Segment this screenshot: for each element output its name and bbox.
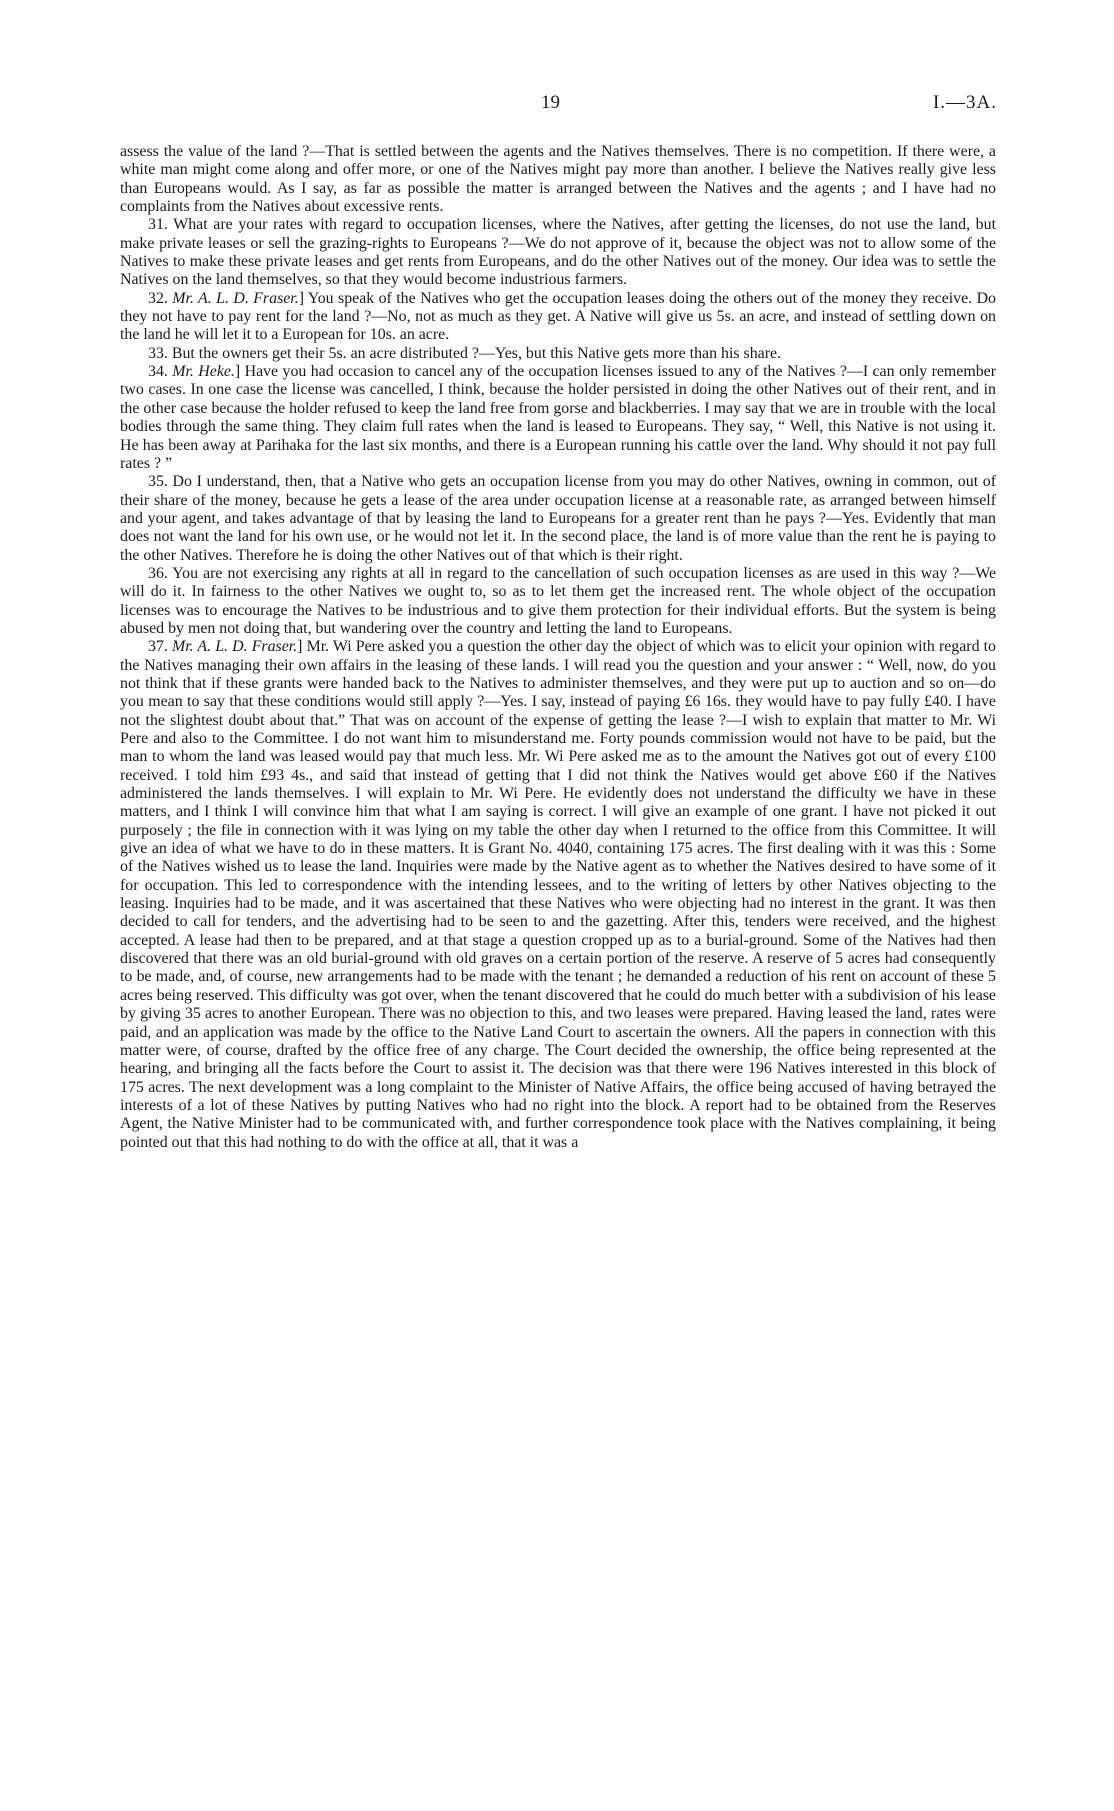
question-number: 35. (148, 473, 173, 491)
paragraph-continuation (120, 143, 996, 216)
speaker-name: Mr. Heke. (172, 363, 235, 381)
document-reference: I.—3A. (932, 92, 997, 113)
page-header (0, 92, 1114, 122)
question-number: 36. (148, 564, 173, 582)
paragraph-q35 (120, 473, 996, 565)
paragraph-q34 (120, 363, 996, 473)
page-number: 19 (541, 92, 560, 113)
paragraph-text: What are your rates with regard to occupation licenses, where the Natives, after getting the licenses, do not use the land, but make private leases or sell the grazing-rights to Europeans ?—We do not approve of it, because the object was not to allow some of the Natives to make these private leases and get rents from Europeans, and do the other Natives out of the money. Our idea was to settle the Natives on the land themselves, so that they would become industrious farmers. (120, 216, 996, 289)
paragraph-q31 (120, 216, 996, 289)
paragraph-text: ] Have you had occasion to cancel any of the occupation licenses issued to any of the Natives ?—I can only remember two cases. In one case the license was cancelled, I think, because the holder persisted in doing the other Natives out of their rent, and in the other case because the holder refused to keep the land free from gorse and blackberries. I may say that we are in trouble with the local bodies through the same thing. They claim full rates when the land is leased to Europeans. They say, “ Well, this Native is not using it. He has been away at Parihaka for the last six months, and there is a European running his cattle over the land. Why should it not pay full rates ? ” (120, 363, 996, 472)
paragraph-q32 (120, 290, 996, 345)
paragraph-text: You are not exercising any rights at all in regard to the cancellation of such occupation licenses as are used in this way ?—We will do it. In fairness to the other Natives we ought to, so as to let them get the increased rent. The whole object of the occupation licenses was to encourage the Natives to be industrious and to give them protection for their individual efforts. But the system is being abused by men not doing that, but wandering over the country and letting the land to Europeans. (120, 564, 997, 637)
paragraph-text: But the owners get their 5s. an acre distributed ?—Yes, but this Native gets more than his share. (171, 344, 782, 362)
speaker-name: Mr. A. L. D. Fraser. (171, 638, 298, 656)
question-number: 32. (148, 289, 173, 307)
question-number: 31. (148, 216, 174, 234)
paragraph-q36 (120, 565, 996, 638)
paragraph-q37 (120, 638, 996, 1152)
question-number: 34. (148, 363, 173, 381)
question-number: 37. (148, 638, 172, 656)
paragraph-text: ] Mr. Wi Pere asked you a question the other day the object of which was to elicit your opinion with regard to the Natives managing their own affairs in the leasing of these lands. I will read you the question and your answer : “ Well, now, do you not think that if these grants were handed back to the Natives to administer themselves, and they were put up to auction and so on—do you mean to say that these conditions would still apply ?—Yes. I say, instead of paying £6 16s. they would have to pay fully £40. I have not the slightest doubt about that.” That was on account of the expense of getting the lease ?—I wish to explain that matter to Mr. Wi Pere and also to the Committee. I do not want him to misunderstand me. Forty pounds commission would not have to be paid, but the man to whom the land was leased would pay that much less. Mr. Wi Pere asked me as to the amount the Natives got out of every £100 received. I told him £93 4s., and said that instead of getting that I did not think the Natives would get above £60 if the Natives administered the lands themselves. I will explain to Mr. Wi Pere. He evidently does not understand the difficulty we have in these matters, and I think I will convince him that what I am saying is correct. I will give an example of one grant. I have not picked it out purposely ; the file in connection with it was lying on my table the other day when I returned to the office from this Committee. It will give an idea of what we have to do in these matters. It is Grant No. 4040, containing 175 acres. The first dealing with it was this : Some of the Natives wished us to lease the land. Inquiries were made by the Native agent as to whether the Natives desired to have some of it for occupation. This led to correspondence with the intending lessees, and to the writing of letters by other Natives objecting to the leasing. Inquiries had to be made, and it was ascertained that these Natives who were objecting had no interest in the grant. It was then decided to call for tenders, and the advertising had to be seen to and the gazetting. After this, tenders were received, and the highest accepted. A lease had then to be prepared, and at that stage a question cropped up as to a burial-ground. Some of the Natives had then discovered that there was an old burial-ground with old graves on a certain portion of the reserve. A reserve of 5 acres had consequently to be made, and, of course, new arrangements had to be made with the tenant ; he demanded a reduction of his rent on account of these 5 acres being reserved. This difficulty was got over, when the tenant discovered that he could do much better with a subdivision of his lease by giving 35 acres to another European. There was no objection to this, and two leases were prepared. Having leased the land, rates were paid, and an application was made by the office to the Native Land Court to ascertain the owners. All the papers in connection with this matter were, of course, drafted by the office free of any charge. The Court decided the ownership, the office being represented at the hearing, and bringing all the facts before the Court to assist it. The decision was that there were 196 Natives interested in this block of 175 acres. The next development was a long complaint to the Minister of Native Affairs, the office being accused of having betrayed the interests of a lot of these Natives by putting Natives who had no right into the block. A report had to be obtained from the Reserves Agent, the Native Minister had to be communicated with, and further correspondence took place with the Natives complaining, it being pointed out that this had nothing to do with the office at all, that it was a (120, 638, 997, 1151)
question-number: 33. (148, 344, 172, 362)
paragraph-text: ] You speak of the Natives who get the occupation leases doing the others out of the money they receive. Do they not have to pay rent for the land ?—No, not as much as they get. A Native will give us 5s. an acre, and instead of settling down on the land he will let it to a European for 10s. an acre. (120, 289, 996, 344)
paragraph-text: assess the value of the land ?—That is settled between the agents and the Natives themselves. There is no competition. If there were, a white man might come along and offer more, or one of the Natives might pay more than another. I believe the Natives really give less than Europeans would. As I say, as far as possible the matter is arranged between the Natives and the agents ; and I have had no complaints from the Natives about excessive rents. (120, 143, 996, 216)
paragraph-text: Do I understand, then, that a Native who gets an occupation license from you may do other Natives, owning in common, out of their share of the money, because he gets a lease of the area under occupation license at a reasonable rate, as arranged between himself and your agent, and takes advantage of that by leasing the land to Europeans for a greater rent than he pays ?—Yes. Evidently that man does not want the land for his own use, or he would not let it. In the second place, the land is of more value than the rent he is paying to the other Natives. Therefore he is doing the other Natives out of that which is their right. (120, 473, 997, 564)
speaker-name: Mr. A. L. D. Fraser. (172, 289, 299, 307)
evidence-transcript (120, 143, 996, 1152)
paragraph-q33 (120, 345, 996, 363)
